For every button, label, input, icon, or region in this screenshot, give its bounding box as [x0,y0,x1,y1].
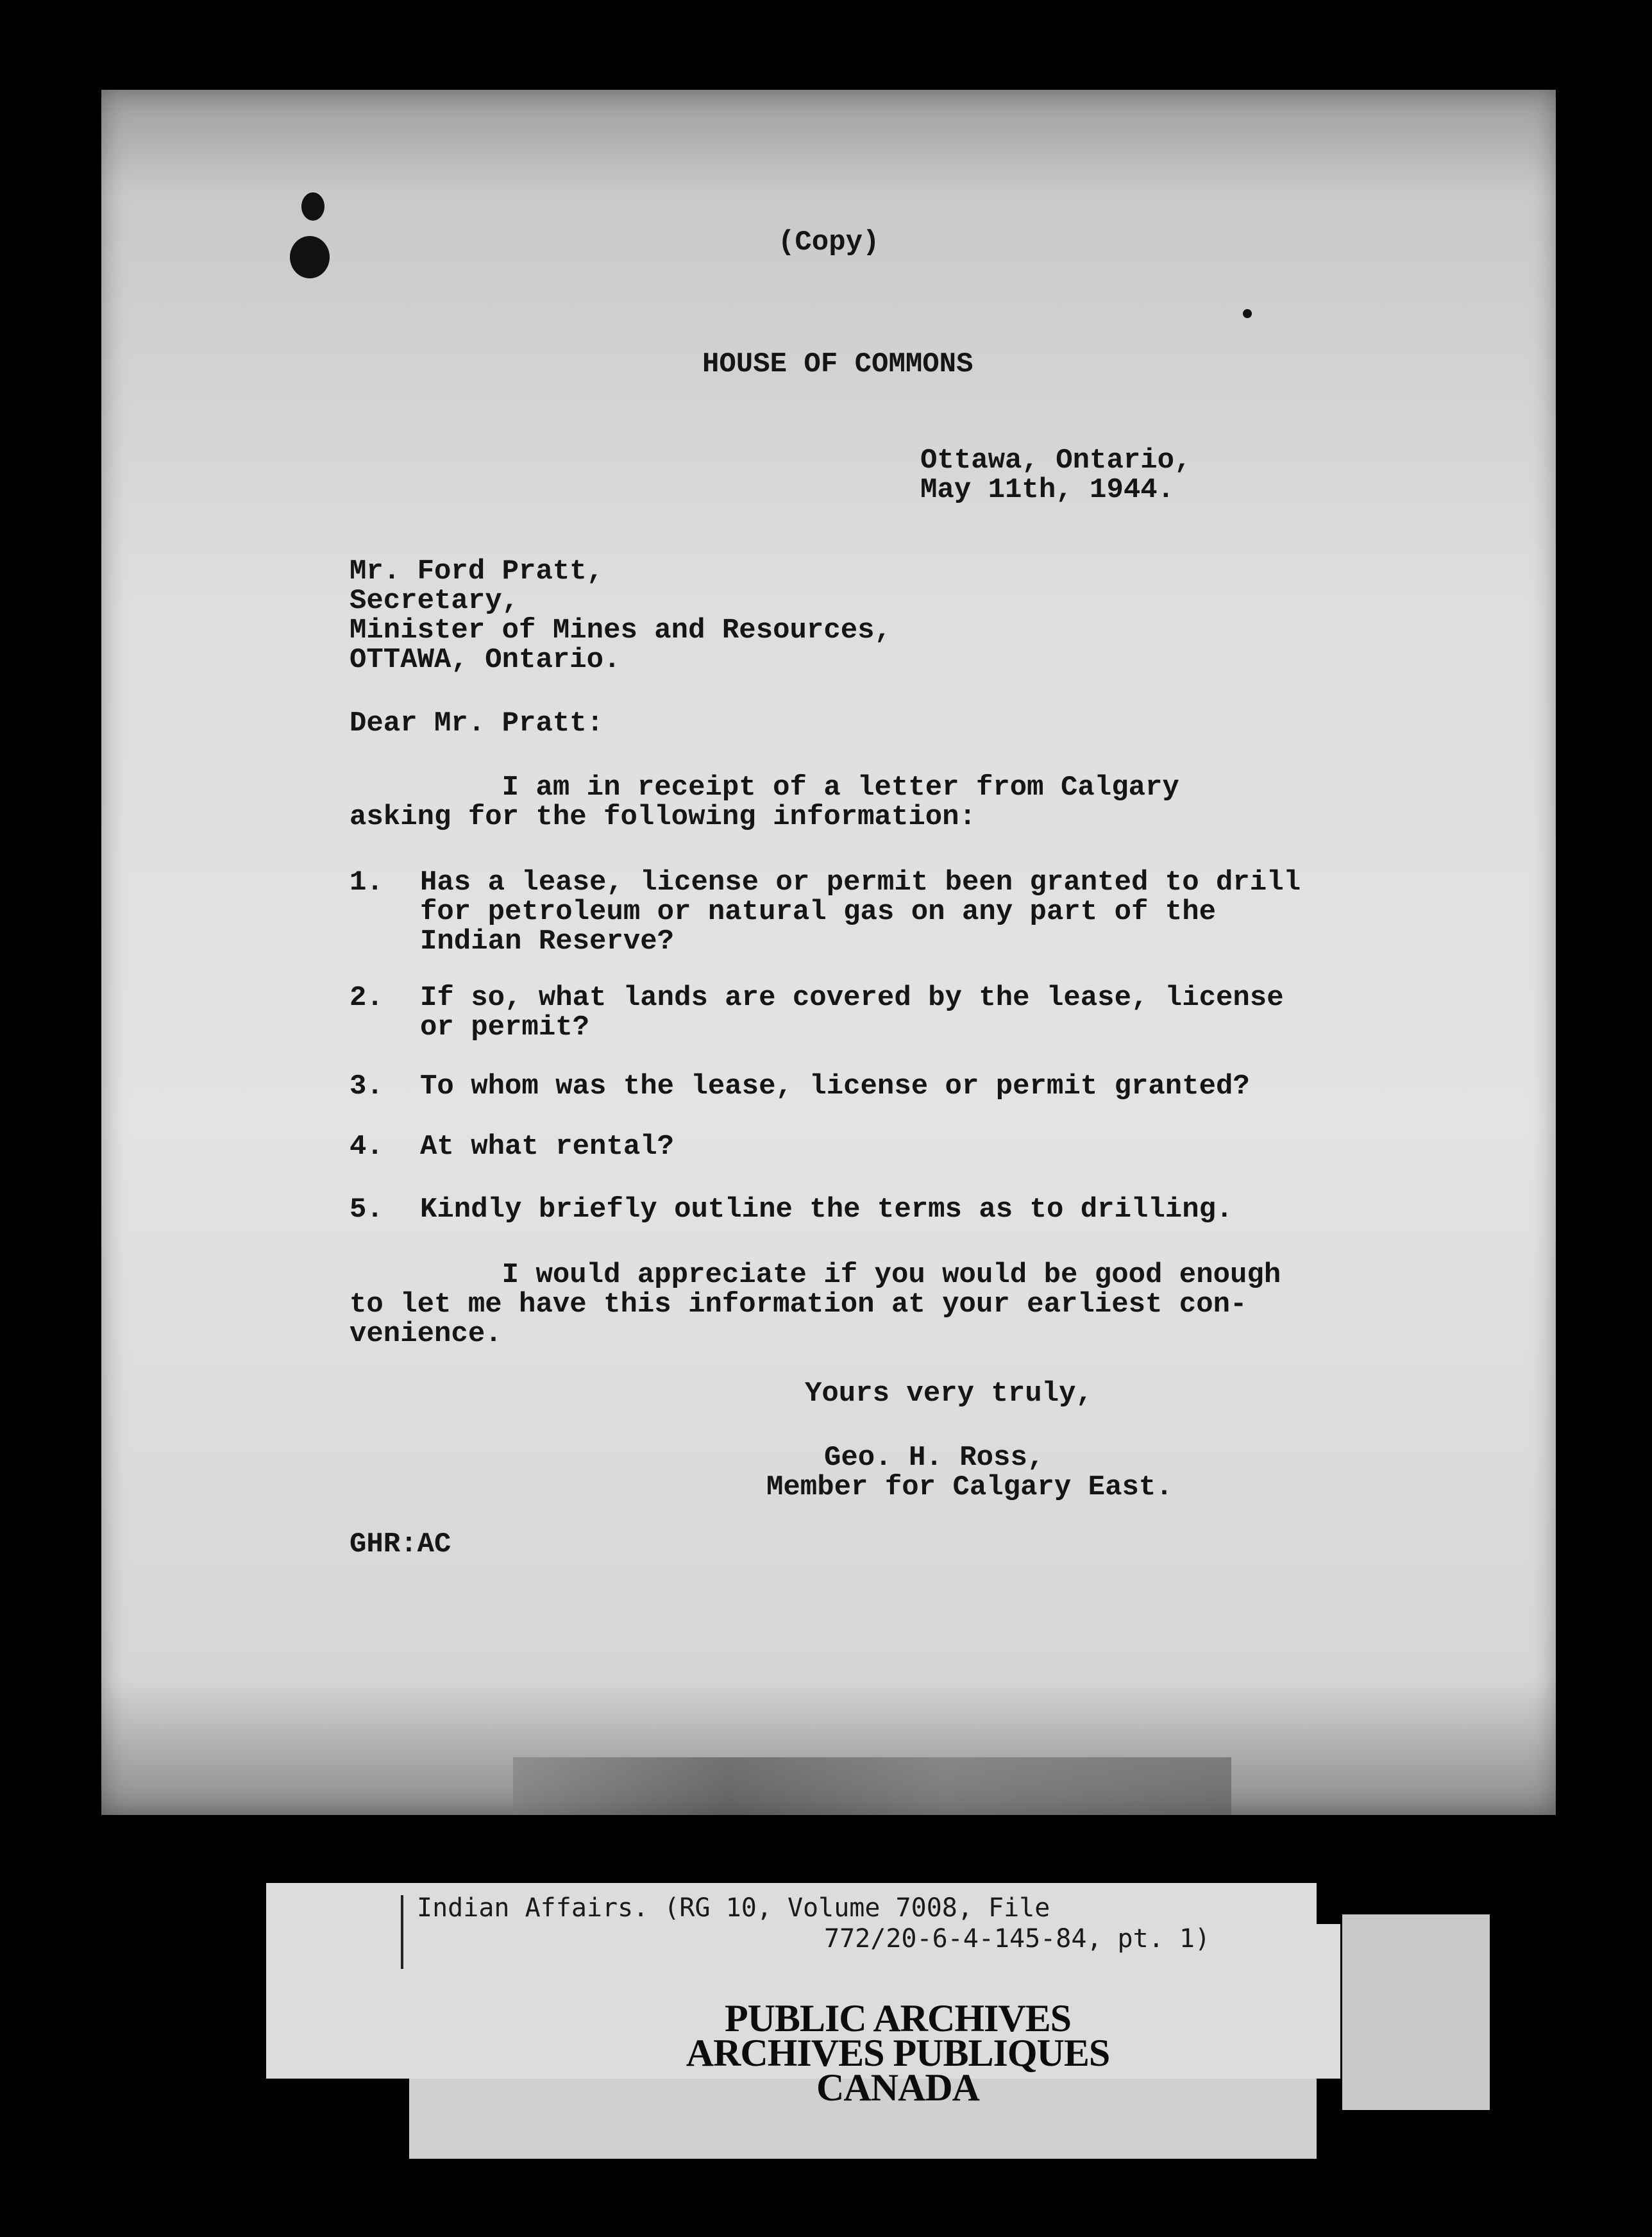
recipient-line: Secretary, [350,585,519,617]
question-line: Has a lease, license or permit been granted to drill [420,866,1301,899]
ink-blot [290,236,330,278]
signer-name: Geo. H. Ross, [824,1442,1045,1474]
intro-line: I am in receipt of a letter from Calgary [350,772,1179,804]
label-notch [1317,1883,1342,1924]
stamp-line: PUBLIC ARCHIVES [724,1997,1072,2039]
stamp-line: CANADA [816,2066,979,2109]
question-line: Indian Reserve? [420,925,675,958]
copy-mark: (Copy) [778,226,880,258]
stamp-line: ARCHIVES PUBLIQUES [686,2032,1110,2074]
question-line: for petroleum or natural gas on any part of the [420,896,1217,928]
archive-reference-line-1: Indian Affairs. (RG 10, Volume 7008, File [417,1893,1050,1923]
recipient-line: Mr. Ford Pratt, [350,555,604,587]
closing-line: venience. [350,1318,502,1350]
question-number: 4. [350,1131,384,1163]
complimentary-close: Yours very truly, [805,1378,1093,1410]
question-line: Kindly briefly outline the terms as to drilling. [420,1194,1233,1226]
question-line: or permit? [420,1011,590,1043]
closing-line: I would appreciate if you would be good enough [350,1259,1281,1291]
archive-reference-line-2: 772/20-6-4-145-84, pt. 1) [824,1924,1211,1954]
label-tab [1342,1914,1490,2110]
salutation: Dear Mr. Pratt: [350,707,604,739]
date-line: May 11th, 1944. [920,474,1175,506]
question-number: 3. [350,1070,384,1102]
label-rule [401,1895,403,1969]
question-line: To whom was the lease, license or permit granted? [420,1070,1250,1102]
place-line: Ottawa, Ontario, [920,444,1192,477]
page-bottom-shadow [513,1757,1231,1815]
question-line: At what rental? [420,1131,675,1163]
ink-blot-small [301,192,324,221]
signer-title: Member for Calgary East. [766,1471,1173,1503]
question-line: If so, what lands are covered by the lease, license [420,982,1284,1014]
ink-dot [1243,309,1252,318]
question-number: 5. [350,1194,384,1226]
recipient-line: Minister of Mines and Resources, [350,614,891,646]
recipient-line: OTTAWA, Ontario. [350,644,621,676]
typist-initials: GHR:AC [350,1528,451,1560]
letterhead: HOUSE OF COMMONS [702,348,973,380]
archives-stamp [577,1997,1218,2109]
question-number: 1. [350,866,384,899]
intro-line: asking for the following information: [350,801,976,833]
closing-line: to let me have this information at your earliest con- [350,1288,1247,1321]
question-number: 2. [350,982,384,1014]
